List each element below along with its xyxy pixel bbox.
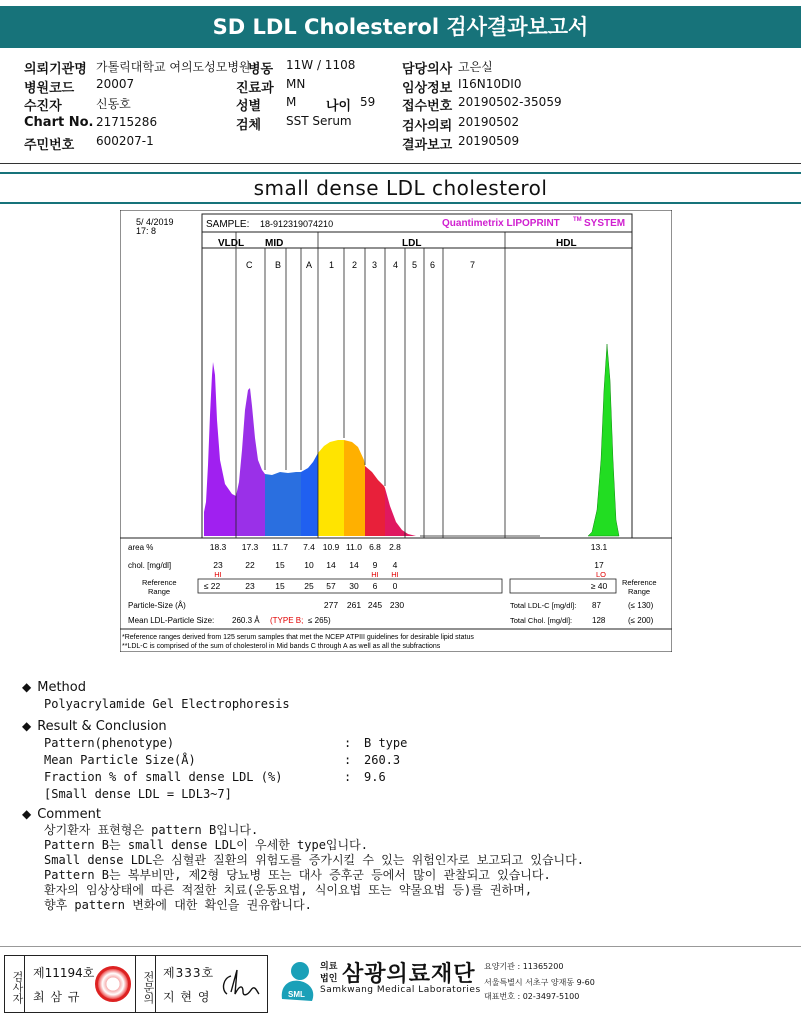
info-value: 20007 <box>96 77 135 91</box>
chol-value: 4 <box>392 560 398 570</box>
info-value: I16N10DI0 <box>458 77 522 91</box>
examiner-license: 제11194호 <box>33 966 95 980</box>
total-chol-value: 128 <box>592 616 606 625</box>
particle-value: 245 <box>367 600 383 610</box>
result-key: Pattern(phenotype) <box>44 736 175 750</box>
group-label-hdl: HDL <box>556 238 577 249</box>
chart-date: 5/ 4/2019 <box>136 217 174 227</box>
particle-value: 261 <box>346 600 362 610</box>
chol-value: 14 <box>326 560 336 570</box>
org-small-2: 법인 <box>320 974 338 984</box>
method-heading <box>22 678 782 696</box>
chol-flag-hi: HI <box>371 570 379 579</box>
info-label: 검사의뢰 <box>402 119 453 134</box>
ref-value: 0 <box>392 581 398 591</box>
comment-line: 향후 pattern 변화에 대한 확인을 권유합니다. <box>44 898 312 912</box>
area-value-hdl: 13.1 <box>590 542 608 552</box>
section-subtitle: small dense LDL cholesterol <box>253 176 548 200</box>
diamond-bullet-icon: ◆ <box>22 719 32 733</box>
result-value: B type <box>364 736 408 750</box>
info-value: 가톨릭대학교 여의도성모병원 <box>96 60 251 74</box>
info-label: 의뢰기관명 <box>24 62 87 77</box>
diamond-bullet-icon: ◆ <box>22 807 32 821</box>
signature-box <box>4 955 268 1013</box>
system-tm: TM <box>573 217 582 223</box>
chol-value: 15 <box>275 560 285 570</box>
ref-value-hdl: ≥ 40 <box>590 581 608 591</box>
info-label: 진료과 <box>236 81 274 96</box>
total-ldl-label: Total LDL-C [mg/dl]: <box>510 601 577 610</box>
org-english-name: Samkwang Medical Laboratories <box>320 985 481 995</box>
confirmer-license: 제333호 <box>163 966 215 980</box>
result-value: 260.3 <box>364 753 401 767</box>
info-value: 59 <box>360 95 376 109</box>
org-phone: 대표번호 : 02-3497-5100 <box>484 992 580 1001</box>
info-value: M <box>286 95 297 109</box>
result-colon: : <box>344 753 352 767</box>
result-row <box>44 752 782 769</box>
result-key: Fraction % of small dense LDL (%) <box>44 770 283 784</box>
info-label: 병원코드 <box>24 81 75 96</box>
ref-value: 57 <box>326 581 336 591</box>
footnote-1: *Reference ranges derived from 125 serum samples that met the NCEP ATPIII guidelines for desirable lipid status <box>122 634 474 641</box>
chol-value: 14 <box>349 560 359 570</box>
method-title: Method <box>37 679 86 695</box>
ref-value: 25 <box>304 581 314 591</box>
area-mid-b <box>265 472 301 536</box>
report-footer <box>0 946 801 1020</box>
info-value: 20190509 <box>458 134 520 148</box>
mean-size-label: Mean LDL-Particle Size: <box>128 616 215 625</box>
result-heading <box>22 717 782 735</box>
band-label-c: C <box>246 260 253 270</box>
sample-label: SAMPLE: <box>206 219 250 230</box>
chol-flag-hi: HI <box>214 570 222 579</box>
comment-line: Pattern B는 복부비만, 제2형 당뇨병 또는 대사 증후군 등에서 많이 관찰되고 있습니다. <box>44 868 551 882</box>
result-note: [Small dense LDL = LDL3~7] <box>44 787 232 801</box>
result-colon: : <box>344 736 352 750</box>
group-label-ldl: LDL <box>402 238 422 249</box>
total-chol-ref: (≤ 200) <box>628 616 654 625</box>
section-divider <box>0 172 801 174</box>
comment-line: Pattern B는 small dense LDL이 우세한 type입니다. <box>44 838 368 852</box>
chart-time: 17: 8 <box>136 226 157 236</box>
ref-value: 30 <box>349 581 359 591</box>
comment-line: 환자의 임상상태에 따른 적절한 치료(운동요법, 식이요법 또는 약물요법 등)를 권하며, <box>44 883 533 897</box>
area-value: 11.0 <box>346 542 362 552</box>
info-value: 21715286 <box>96 115 158 129</box>
red-seal-icon <box>95 966 131 1002</box>
chol-flag-hi: HI <box>391 570 399 579</box>
info-label: 담당의사 <box>402 62 453 77</box>
chol-value: 10 <box>304 560 314 570</box>
info-label: 병동 <box>248 62 274 77</box>
info-label: 성별 <box>236 99 262 114</box>
area-value: 6.8 <box>369 542 381 552</box>
mean-size-type: (TYPE B; <box>270 616 304 625</box>
info-value: 신동호 <box>96 97 131 111</box>
system-name: Quantimetrix LIPOPRINT <box>442 218 560 229</box>
info-value: 20190502 <box>458 115 520 129</box>
org-address: 서울특별시 서초구 양재동 9-60 <box>484 978 595 987</box>
band-label-b: B <box>275 260 282 270</box>
info-value: SST Serum <box>286 114 352 128</box>
ref-value: 23 <box>245 581 255 591</box>
chol-value: 9 <box>372 560 378 570</box>
comment-heading <box>22 805 782 823</box>
logo-text: SML <box>288 990 305 999</box>
band-label-a: A <box>306 260 313 270</box>
examiner-label: 검사자 <box>5 956 25 1012</box>
org-small-1: 의료 <box>320 962 338 972</box>
ref-value: 6 <box>372 581 378 591</box>
mean-size-value: 260.3 Å <box>232 616 260 625</box>
confirmer-label: 전문의 <box>136 956 156 1012</box>
chol-value-hdl: 17 <box>594 560 604 570</box>
sample-id: 18-912319074210 <box>260 219 334 229</box>
result-value: 9.6 <box>364 770 386 784</box>
area-value: 7.4 <box>303 542 315 552</box>
ref-label-1: Reference <box>142 578 177 587</box>
area-value: 17.3 <box>241 542 259 552</box>
area-label: area % <box>128 543 154 552</box>
info-label: 주민번호 <box>24 138 75 153</box>
band-label-ldl4: 4 <box>393 260 399 270</box>
info-label: Chart No. <box>24 115 94 130</box>
info-label: 임상정보 <box>402 81 453 96</box>
result-key: Mean Particle Size(Å) <box>44 753 196 767</box>
band-label-ldl1: 1 <box>329 260 335 270</box>
comment-line: 상기환자 표현형은 pattern B입니다. <box>44 823 259 837</box>
chol-flag-lo: LO <box>595 570 607 579</box>
lipoprint-svg <box>120 210 672 652</box>
patient-info <box>0 52 801 164</box>
section-divider <box>0 202 801 204</box>
sml-logo-icon <box>276 959 318 1003</box>
area-value: 11.7 <box>272 542 288 552</box>
band-label-ldl7: 7 <box>470 260 476 270</box>
info-value: 600207-1 <box>96 134 154 148</box>
examiner-name: 최 삼 규 <box>33 990 81 1004</box>
group-label-vldl: VLDL <box>218 238 245 249</box>
comment-line: Small dense LDL은 심혈관 질환의 위험도를 증가시킬 수 있는 위험인자로 보고되고 있습니다. <box>44 853 584 867</box>
info-label: 나이 <box>326 99 352 114</box>
footnote-2: **LDL-C is comprised of the sum of cholesterol in Mid bands C through A as well as all the subfractions <box>122 643 441 650</box>
area-value: 2.8 <box>389 542 401 552</box>
result-title: Result & Conclusion <box>37 718 167 734</box>
chol-label: chol. [mg/dl] <box>128 561 172 570</box>
chol-value: 22 <box>245 560 255 570</box>
org-name: 삼광의료재단 <box>342 962 476 987</box>
system-suffix: SYSTEM <box>584 218 626 229</box>
diamond-bullet-icon: ◆ <box>22 680 32 694</box>
org-code: 요양기관 : 11365200 <box>484 962 564 971</box>
band-label-ldl6: 6 <box>430 260 436 270</box>
ref-label-right-2: Range <box>628 587 651 596</box>
result-list <box>22 735 782 803</box>
band-label-ldl2: 2 <box>352 260 358 270</box>
ref-label-right-1: Reference <box>622 578 657 587</box>
band-label-ldl5: 5 <box>412 260 418 270</box>
lipoprint-chart <box>120 210 672 652</box>
confirmer-name: 지 현 영 <box>163 990 211 1004</box>
particle-value: 230 <box>389 600 405 610</box>
total-ldl-ref: (≤ 130) <box>628 601 654 610</box>
info-label: 검체 <box>236 118 262 133</box>
info-label: 결과보고 <box>402 138 453 153</box>
area-value: 18.3 <box>209 542 227 552</box>
area-ldl1 <box>318 440 344 536</box>
ref-value: ≤ 22 <box>203 581 221 591</box>
result-row <box>44 769 782 786</box>
chol-value: 23 <box>213 560 223 570</box>
particle-size-label: Particle-Size (Å) <box>128 601 186 610</box>
info-value: 11W / 1108 <box>286 58 356 72</box>
total-ldl-value: 87 <box>592 601 601 610</box>
info-value: 고은실 <box>458 60 493 74</box>
comment-list <box>22 823 782 913</box>
ref-value: 15 <box>275 581 285 591</box>
result-colon: : <box>344 770 352 784</box>
particle-value: 277 <box>323 600 339 610</box>
area-value: 10.9 <box>322 542 340 552</box>
band-label-ldl3: 3 <box>372 260 378 270</box>
comment-title: Comment <box>37 806 101 822</box>
ref-label-2: Range <box>148 587 171 596</box>
info-label: 수진자 <box>24 99 62 114</box>
group-label-mid: MID <box>265 238 284 249</box>
total-chol-label: Total Chol. [mg/dl]: <box>510 616 573 625</box>
info-value: 20190502-35059 <box>458 95 562 109</box>
report-body <box>22 678 782 913</box>
mean-size-ref: ≤ 265) <box>308 616 331 625</box>
result-row <box>44 735 782 752</box>
report-title: SD LDL Cholesterol 검사결과보고서 <box>0 6 801 48</box>
method-text: Polyacrylamide Gel Electrophoresis <box>44 697 290 711</box>
info-value: MN <box>286 77 306 91</box>
info-label: 접수번호 <box>402 99 453 114</box>
handwritten-signature <box>217 964 263 1004</box>
